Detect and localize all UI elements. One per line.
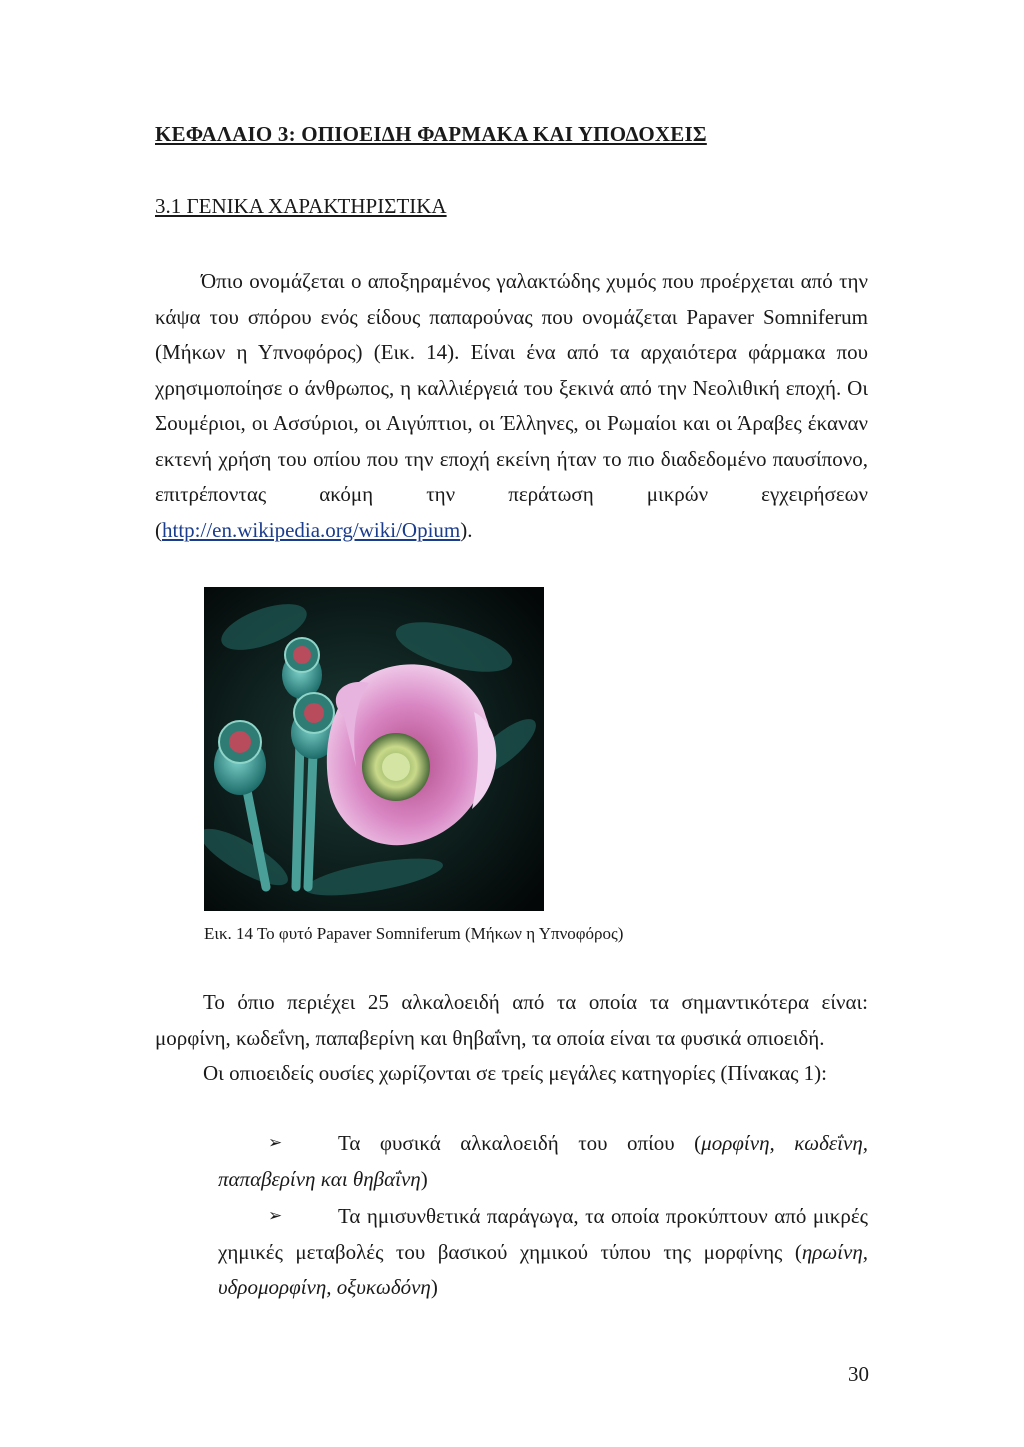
list-item-close: ) bbox=[430, 1275, 438, 1299]
poppy-illustration bbox=[204, 587, 544, 911]
link-open: ( bbox=[155, 517, 162, 542]
list-item bbox=[218, 1126, 868, 1197]
categories-list bbox=[218, 1126, 868, 1308]
list-item-text: Τα φυσικά αλκαλοειδή του οπίου ( bbox=[338, 1131, 702, 1155]
intro-text: Όπιο ονομάζεται ο αποξηραμένος γαλακτώδης χυμός που προέρχεται από την κάψα του σπόρου ενός είδους παπαρούνας που ονομάζεται Papaver Somniferum (Μήκων η Υπνοφόρος) (Εικ. 14). Είναι ένα από τα αρχαιότερα φάρμακα που χρησιμοποίησε ο άνθρωπος, η καλλιέργειά του ξεκινά από την Νεολιθική εποχή. Οι Σουμέριοι, οι Ασσύριοι, οι Αιγύπτιοι, οι Έλληνες, οι Ρωμαίοι και οι Άραβες έκαναν εκτενή χρήση του οπίου που την εποχή εκείνη ήταν το πιο διαδεδομένο παυσίπονο, επιτρέποντας ακόμη την περάτωση μικρών εγχειρήσεων bbox=[155, 269, 868, 506]
list-item-italic: μορφίνη, κωδεΐνη, παπαβερίνη και θηβαΐνη bbox=[218, 1131, 868, 1191]
section-title: 3.1 ΓΕΝΙΚΑ ΧΑΡΑΚΤΗΡΙΣΤΙΚΑ bbox=[155, 194, 447, 218]
figure-caption: Εικ. 14 Το φυτό Papaver Somniferum (Μήκων η Υπνοφόρος) bbox=[204, 924, 624, 943]
list-item-text: Τα ημισυνθετικά παράγωγα, τα οποία προκύπτουν από μικρές χημικές μεταβολές του βασικού χημικού τύπου της μορφίνης ( bbox=[218, 1204, 868, 1264]
list-item-close: ) bbox=[420, 1166, 428, 1191]
poppy-photo bbox=[204, 587, 544, 911]
list-item-italic: ηρωίνη, υδρομορφίνη, οξυκωδόνη bbox=[218, 1239, 868, 1299]
list-item bbox=[218, 1199, 868, 1306]
intro-paragraph bbox=[155, 264, 868, 548]
wikipedia-link[interactable]: http://en.wikipedia.org/wiki/Opium bbox=[162, 517, 461, 542]
arrow-bullet-icon: ➢ bbox=[268, 1133, 283, 1153]
categories-paragraph: Οι οπιοειδείς ουσίες χωρίζονται σε τρείς μεγάλες κατηγορίες (Πίνακας 1): bbox=[203, 1061, 828, 1085]
page-number: 30 bbox=[848, 1362, 869, 1386]
chapter-title: ΚΕΦΑΛΑΙΟ 3: ΟΠΙΟΕΙΔΗ ΦΑΡΜΑΚΑ ΚΑΙ ΥΠΟΔΟΧΕΙΣ bbox=[155, 122, 707, 146]
arrow-bullet-icon: ➢ bbox=[268, 1206, 283, 1226]
link-close: ). bbox=[460, 517, 473, 542]
alkaloids-paragraph: Το όπιο περιέχει 25 αλκαλοειδή από τα οποία τα σημαντικότερα είναι: μορφίνη, κωδεΐνη, παπαβερίνη και θηβαΐνη, τα οποία είναι τα φυσικά οπιοειδή. bbox=[155, 990, 868, 1050]
